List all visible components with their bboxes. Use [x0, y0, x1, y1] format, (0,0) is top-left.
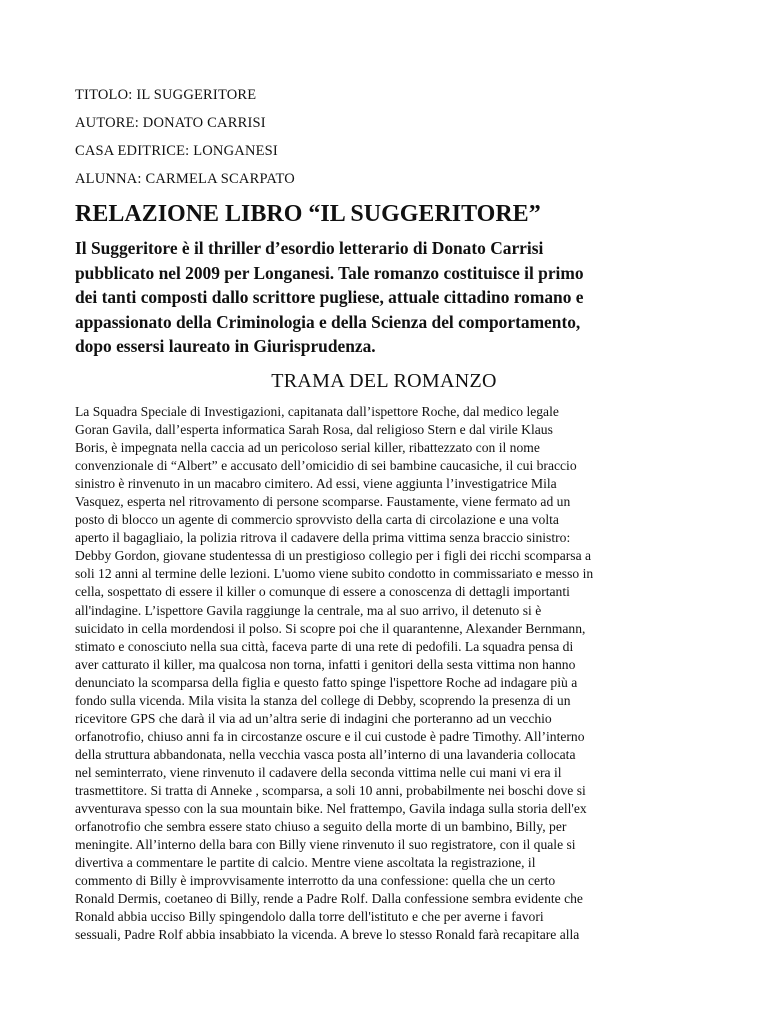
body-line: ricevitore GPS che darà il via ad un’altra serie di indagini che porteranno ad un vecchio: [75, 710, 552, 726]
intro-line: dei tanti composti dallo scrittore pugliese, attuale cittadino romano e: [75, 287, 584, 308]
body-line: cella, sospettato di essere il killer o comunque di essere a conoscenza di dettagli importanti: [75, 584, 570, 600]
body-line: Ronald Dermis, coetaneo di Billy, rende a Padre Rolf. Dalla confessione sembra evidente che: [75, 891, 583, 907]
body-line: Vasquez, esperta nel ritrovamento di persone scomparse. Faustamente, viene fermato ad un: [75, 494, 571, 510]
body-line: Debby Gordon, giovane studentessa di un prestigioso collegio per i figli dei ricchi scomparsa a: [75, 548, 592, 564]
body-line: Boris, è impegnata nella caccia ad un pericoloso serial killer, ribattezzato con il nome: [75, 440, 540, 456]
body-line: Ronald abbia ucciso Billy spingendolo dalla torre dell'istituto e che per averne i favori: [75, 909, 544, 925]
body-line: Goran Gavila, dall’esperta informatica Sarah Rosa, dal religioso Stern e dal virile Klaus: [75, 422, 553, 438]
body-line: suicidato in cella mordendosi il polso. Si scopre poi che il quarantenne, Alexander Bernmann,: [75, 620, 586, 636]
body-line: La Squadra Speciale di Investigazioni, capitanata dall’ispettore Roche, dal medico legale: [75, 404, 559, 419]
meta-title-line: TITOLO: IL SUGGERITORE: [75, 87, 257, 103]
intro-line: dopo essersi laureato in Giurisprudenza.: [75, 336, 376, 357]
body-line: fondo sulla vicenda. Mila visita la stanza del college di Debby, scoprendo la presenza di un: [75, 692, 571, 708]
body-line: aver catturato il killer, ma qualcosa non torna, infatti i genitori della sesta vittima non hanno: [75, 656, 576, 672]
meta-author-line: AUTORE: DONATO CARRISI: [75, 115, 266, 131]
body-line: all'indagine. L’ispettore Gavila raggiunge la centrale, ma al suo arrivo, il detenuto si è: [75, 602, 542, 618]
body-line: commento di Billy è improvvisamente interrotto da una confessione: quella che un certo: [75, 873, 556, 889]
body-line: posto di blocco un agente di commercio sprovvisto della carta di circolazione e una volta: [75, 512, 559, 528]
body-line: aperto il bagagliaio, la polizia ritrova il cadavere della prima vittima senza braccio sinistro:: [75, 530, 571, 546]
body-line: convenzionale di “Albert” e accusato dell’omicidio di sei bambine caucasiche, il cui braccio: [75, 458, 577, 474]
body-line: soli 12 anni al termine delle lezioni. L'uomo viene subito condotto in commissariato e messo in: [75, 566, 594, 582]
body-line: stimato e conosciuto nella sua città, faceva parte di una rete di pedofili. La squadra pensa di: [75, 638, 574, 654]
body-line: nel seminterrato, viene rinvenuto il cadavere della seconda vittima nelle cui mani vi era il: [75, 764, 562, 780]
body-line: meningite. All’interno della bara con Billy viene rinvenuto il suo registratore, con il quale si: [75, 837, 576, 853]
body-line: divertiva a commentare le partite di calcio. Mentre viene ascoltata la registrazione, il: [75, 855, 536, 871]
intro-paragraph: [75, 236, 715, 359]
meta-publisher-line: CASA EDITRICE: LONGANESI: [75, 143, 278, 159]
body-line: orfanotrofio che sembra essere stato chiuso a seguito della morte di un bambino, Billy, per: [75, 819, 567, 835]
intro-line: appassionato della Criminologia e della Scienza del comportamento,: [75, 311, 581, 332]
intro-line: pubblicato nel 2009 per Longanesi. Tale romanzo costituisce il primo: [75, 262, 584, 283]
body-line: denunciato la scomparsa della figlia e questo fatto spinge l'ispettore Roche ad indagare più a: [75, 674, 578, 690]
body-line: della struttura abbandonata, nella vecchia vasca posta all’interno di una lavanderia collocata: [75, 746, 576, 762]
body-line: avventurava spesso con la sua mountain bike. Nel frattempo, Gavila indaga sulla storia dell'ex: [75, 801, 587, 817]
body-line: sinistro è rinvenuto in un macabro cimitero. Ad essi, viene aggiunta l’investigatrice Mila: [75, 476, 557, 492]
body-line: sessuali, Padre Rolf abbia insabbiato la vicenda. A breve lo stesso Ronald farà recapitare alla: [75, 927, 580, 943]
plot-paragraph: [75, 403, 700, 944]
section-heading: TRAMA DEL ROMANZO: [271, 370, 497, 392]
body-line: trasmettitore. Si tratta di Anneke , scomparsa, a soli 10 anni, probabilmente nei boschi dove si: [75, 782, 586, 798]
meta-student-line: ALUNNA: CARMELA SCARPATO: [75, 171, 295, 187]
intro-line: Il Suggeritore è il thriller d’esordio letterario di Donato Carrisi: [75, 238, 544, 258]
report-title: RELAZIONE LIBRO “IL SUGGERITORE”: [75, 201, 541, 227]
body-line: orfanotrofio, chiuso anni fa in circostanze oscure e il cui custode è padre Timothy. All’interno: [75, 728, 585, 744]
